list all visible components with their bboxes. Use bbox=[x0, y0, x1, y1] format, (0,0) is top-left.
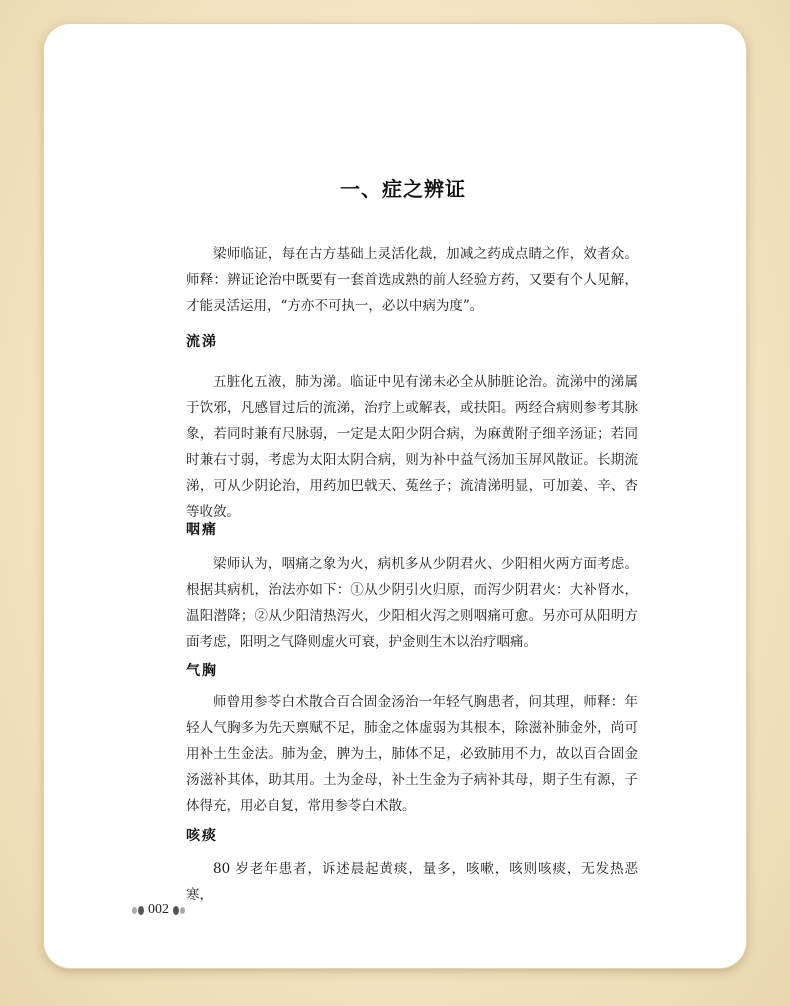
page-number: 002 bbox=[148, 902, 169, 917]
section-heading-liuti: 流涕 bbox=[186, 334, 218, 350]
page-footer bbox=[132, 902, 185, 918]
section-heading-yantong: 咽痛 bbox=[186, 522, 218, 538]
section-text-ketan: 80 岁老年患者，诉述晨起黄痰，量多，咳嗽，咳则咳痰，无发热恶寒， bbox=[186, 861, 638, 903]
section-heading-ketan: 咳痰 bbox=[186, 828, 218, 844]
section-text-qixiong: 师曾用参苓白术散合百合固金汤治一年轻气胸患者，问其理，师释：年轻人气胸多为先天禀赋不足，肺金之体虚弱为其根本，除滋补肺金外，尚可用补土生金法。肺为金，脾为土，肺体不足，必致肺用不力，故以百合固金汤滋补其体，助其用。土为金母，补土生金为子病补其母，期子生有源，子体得充，用必自复，常用参苓白术散。 bbox=[186, 694, 638, 814]
section-text-liuti: 五脏化五液，肺为涕。临证中见有涕未必全从肺脏论治。流涕中的涕属于饮邪，凡感冒过后的流涕，治疗上或解表，或扶阳。两经合病则参考其脉象，若同时兼有尺脉弱，一定是太阳少阴合病，为麻黄附子细辛汤证；若同时兼右寸弱，考虑为太阳太阴合病，则为补中益气汤加玉屏风散证。长期流涕，可从少阴论治，用药加巴戟天、菟丝子；流清涕明显，可加姜、辛、杏等收敛。 bbox=[186, 374, 638, 520]
right-ornament-icon bbox=[173, 906, 185, 915]
section-heading-qixiong: 气胸 bbox=[186, 663, 218, 679]
left-ornament-icon bbox=[132, 906, 144, 915]
intro-paragraph: 梁师临证，每在古方基础上灵活化裁，加减之药成点睛之作，效者众。师释：辨证论治中既要有一套首选成熟的前人经验方药，又要有个人见解，才能灵活运用，“方亦不可执一，必以中病为度”。 bbox=[186, 246, 638, 314]
page-title: 一、症之辨证 bbox=[340, 177, 466, 201]
section-text-yantong: 梁师认为，咽痛之象为火，病机多从少阴君火、少阳相火两方面考虑。根据其病机，治法亦如下：①从少阴引火归原，而泻少阴君火：大补肾水，温阳潜降；②从少阳清热泻火，少阳相火泻之则咽痛可愈。另亦可从阳明方面考虑，阳明之气降则虚火可衰，护金则生木以治疗咽痛。 bbox=[186, 556, 638, 650]
